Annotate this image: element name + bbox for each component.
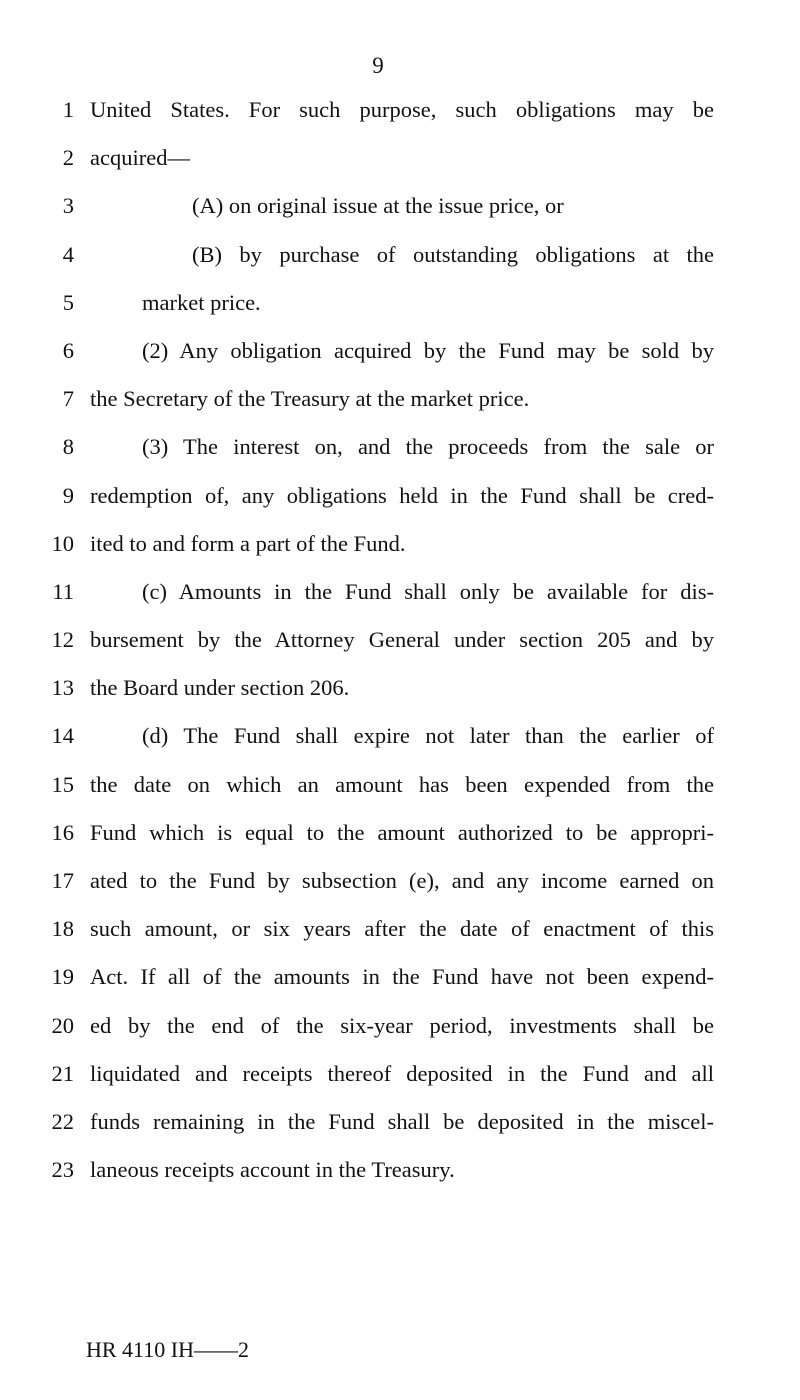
bill-line [0,913,800,961]
line-number: 13 [51,675,74,701]
bill-line [0,287,800,335]
bill-line [0,1154,800,1202]
bill-text [0,94,800,1202]
bill-line [0,431,800,479]
bill-line [0,142,800,190]
line-text: ited to and form a part of the Fund. [90,530,406,556]
line-number: 1 [62,97,74,122]
line-text: the Board under section 206. [90,675,350,701]
line-number: 2 [62,145,74,171]
line-text: ated to the Fund by subsection (e), and any income earned on [90,868,714,893]
line-number: 11 [52,578,74,604]
line-text: (3) The interest on, and the proceeds from the sale or [142,434,714,460]
line-text: Act. If all of the amounts in the Fund have not been expend- [90,964,714,990]
line-text: acquired— [90,145,190,171]
bill-line [0,190,800,238]
bill-line [0,865,800,913]
bill-line [0,335,800,383]
line-number: 22 [51,1108,74,1134]
line-number: 19 [51,964,74,990]
bill-footer: HR 4110 IH——2 [86,1337,249,1362]
line-number: 6 [62,337,74,363]
line-text: liquidated and receipts thereof deposited in the Fund and all [90,1060,714,1086]
line-text: the Secretary of the Treasury at the market price. [90,386,530,412]
line-number: 15 [51,771,74,797]
line-number: 21 [51,1060,74,1086]
line-number: 7 [62,386,74,412]
bill-line [0,239,800,287]
line-text: the date on which an amount has been expended from the [90,771,714,797]
line-text: Fund which is equal to the amount authorized to be appropri- [90,819,714,845]
line-number: 3 [62,193,74,219]
line-number: 10 [51,530,74,556]
line-text: United States. For such purpose, such obligations may be [90,97,714,122]
bill-line [0,1106,800,1154]
line-text: ed by the end of the six-year period, investments shall be [90,1012,714,1038]
line-number: 14 [51,723,74,749]
line-text: laneous receipts account in the Treasury. [90,1157,455,1183]
line-number: 5 [62,289,74,315]
bill-line [0,769,800,817]
bill-line [0,817,800,865]
line-text: market price. [142,289,261,315]
bill-line [0,576,800,624]
page-number: 9 [372,53,384,78]
line-text: such amount, or six years after the date of enactment of this [90,916,714,942]
line-text: (A) on original issue at the issue price, or [192,193,564,219]
line-text: (d) The Fund shall expire not later than the earlier of [142,723,714,749]
line-text: (c) Amounts in the Fund shall only be available for dis- [142,578,714,604]
bill-line [0,624,800,672]
line-number: 4 [62,241,74,267]
line-number: 8 [62,434,74,460]
line-number: 16 [51,819,74,845]
line-number: 12 [51,627,74,653]
bill-line [0,94,800,142]
bill-line [0,1010,800,1058]
bill-line [0,1058,800,1106]
line-number: 18 [51,916,74,942]
bill-line [0,720,800,768]
bill-line [0,961,800,1009]
line-text: funds remaining in the Fund shall be deposited in the miscel- [90,1108,714,1134]
line-text: redemption of, any obligations held in the Fund shall be cred- [90,482,714,508]
line-number: 17 [51,868,74,893]
line-text: (B) by purchase of outstanding obligations at the [192,241,714,267]
bill-line [0,672,800,720]
bill-line [0,383,800,431]
line-number: 23 [51,1157,74,1183]
line-text: (2) Any obligation acquired by the Fund may be sold by [142,337,714,363]
bill-line [0,528,800,576]
line-text: bursement by the Attorney General under section 205 and by [90,627,714,653]
line-number: 20 [51,1012,74,1038]
line-number: 9 [62,482,74,508]
bill-line [0,480,800,528]
